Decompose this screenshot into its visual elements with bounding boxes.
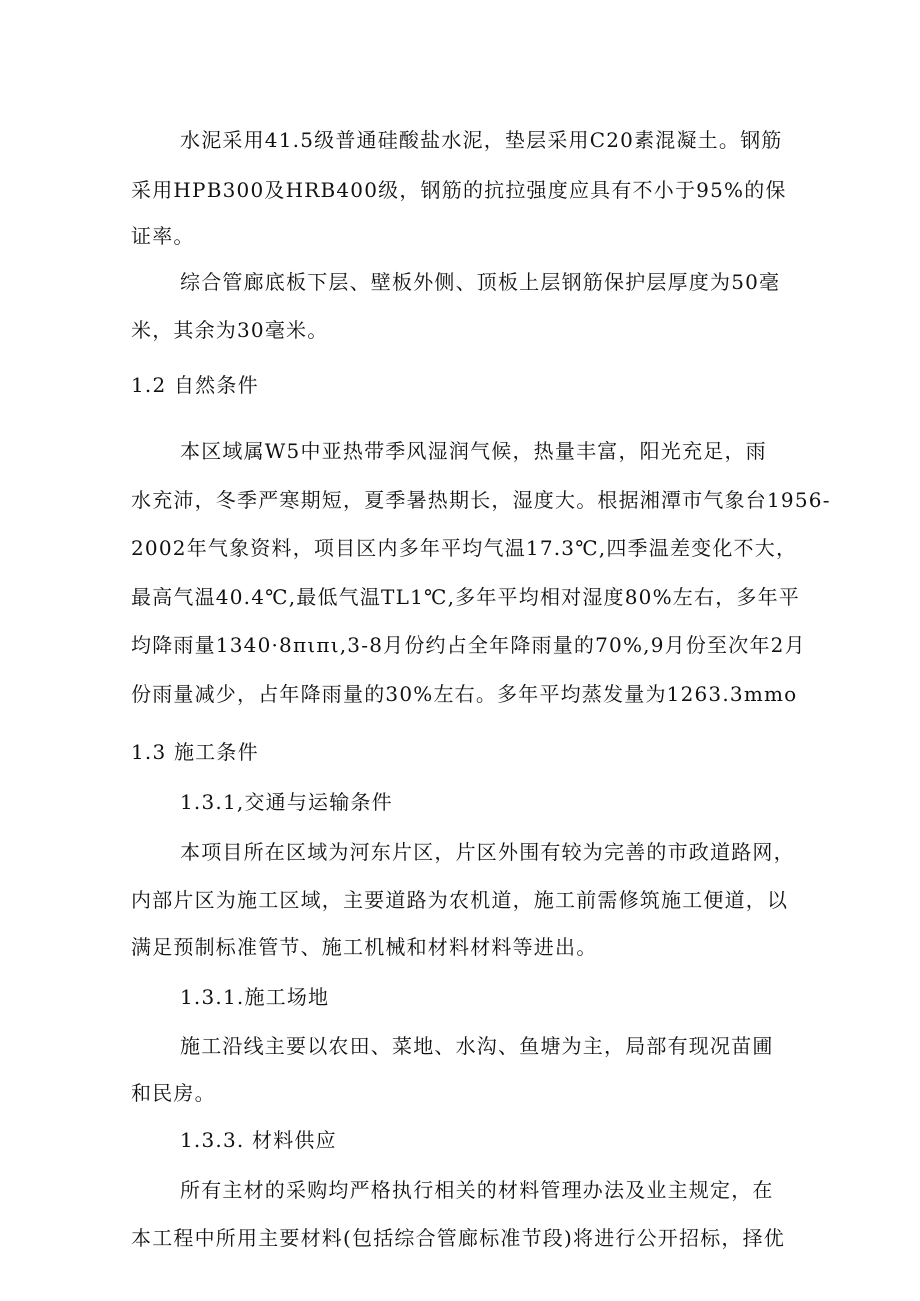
paragraph-line: 2002年气象资料，项目区内多年平均气温17.3℃,四季温差变化不大， [131, 536, 798, 560]
paragraph-line: 米，其余为30毫米。 [131, 318, 329, 342]
paragraph-line: 水充沛，冬季严寒期短，夏季暑热期长，湿度大。根据湘潭市气象台1956- [131, 488, 831, 512]
section-heading: 1.2 自然条件 [131, 373, 259, 397]
section-heading: 1.3 施工条件 [131, 740, 259, 764]
paragraph-line: 水泥采用41.5级普通硅酸盐水泥，垫层采用C20素混凝土。钢筋 [180, 128, 783, 152]
paragraph-line: 均降雨量1340·8πιπι,3-8月份约占全年降雨量的70%,9月份至次年2月 [131, 633, 806, 657]
subsection-heading: 1.3.1,交通与运输条件 [180, 790, 393, 814]
paragraph-line: 内部片区为施工区域，主要道路为农机道，施工前需修筑施工便道，以 [131, 888, 789, 912]
paragraph-line: 份雨量减少，占年降雨量的30%左右。多年平均蒸发量为1263.3mmo [131, 682, 798, 706]
paragraph-line: 本项目所在区域为河东片区，片区外围有较为完善的市政道路网， [180, 840, 795, 864]
paragraph-line: 证率。 [131, 224, 195, 248]
paragraph-line: 最高气温40.4℃,最低气温TL1℃,多年平均相对湿度80%左右，多年平 [131, 585, 800, 609]
subsection-heading: 1.3.3. 材料供应 [180, 1128, 337, 1152]
paragraph-line: 本区域属W5中亚热带季风湿润气候，热量丰富，阳光充足，雨 [180, 439, 767, 463]
paragraph-line: 本工程中所用主要材料(包括综合管廊标准节段)将进行公开招标，择优 [131, 1226, 786, 1250]
paragraph-line: 和民房。 [131, 1081, 216, 1105]
paragraph-line: 综合管廊底板下层、壁板外侧、顶板上层钢筋保护层厚度为50毫 [180, 270, 781, 294]
subsection-heading: 1.3.1.施工场地 [180, 985, 330, 1009]
paragraph-line: 所有主材的采购均严格执行相关的材料管理办法及业主规定，在 [180, 1178, 774, 1202]
paragraph-line: 采用HPB300及HRB400级，钢筋的抗拉强度应具有不小于95%的保 [131, 178, 787, 202]
paragraph-line: 施工沿线主要以农田、菜地、水沟、鱼塘为主，局部有现况苗圃 [180, 1034, 774, 1058]
paragraph-line: 满足预制标准管节、施工机械和材料材料等进出。 [131, 935, 598, 959]
